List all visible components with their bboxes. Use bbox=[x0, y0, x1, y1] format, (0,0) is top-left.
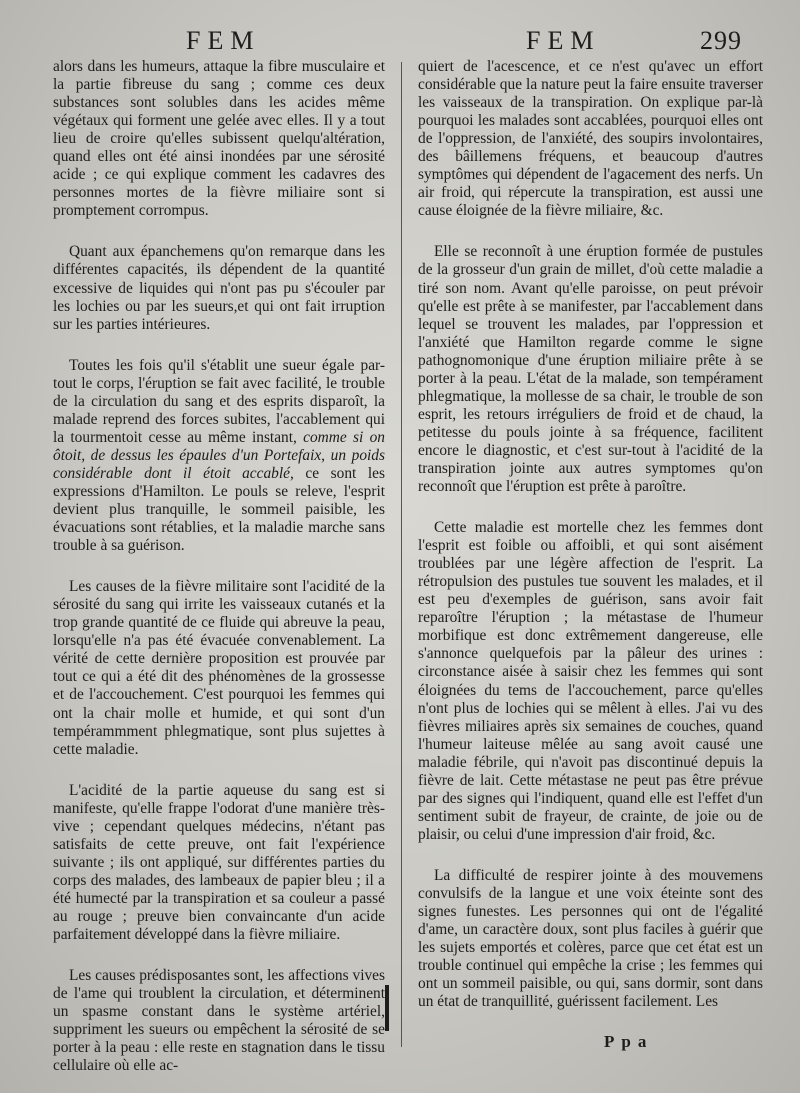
left-column bbox=[53, 58, 385, 1093]
paragraph: Elle se reconnoît à une éruption formée de pustules de la grosseur d'un grain de millet, d'où cette maladie a tiré son nom. Avant qu'elle paroisse, on peut prévoir qu'elle est prête à se manifester, par l'accablement dans lequel se trouvent les malades, par l'oppression et l'anxiété que Hamilton regarde comme le signe pathognomonique d'une éruption miliaire prête à se porter à la peau. L'état de la malade, son tempérament phlegmatique, la mollesse de sa chair, le trouble de son esprit, les retours irréguliers de froid et de chaud, la petitesse du pouls jointe à sa fréquence, facilitent encore le diagnostic, et c'est sur-tout à l'acidité de la transpiration jointe aux autres symptomes qu'on reconnoît que l'éruption est prête à paroître. bbox=[418, 243, 763, 496]
paragraph: Cette maladie est mortelle chez les femmes dont l'esprit est foible ou affoibli, et qui sont aisément troublées par une légère affection de l'esprit. La rétropulsion des pustules tue souvent les malades, et il est peu d'exemples de guérison, sans avoir fait reparoître l'éruption ; la métastase de l'humeur morbifique est donc extrêmement dangereuse, elle s'annonce quelquefois par la pâleur des urines : circonstance aisée à saisir chez les femmes qui sont éloignées du tems de l'accouchement, parce qu'elles n'ont plus de lochies qui se mêlent à elles. J'ai vu des fièvres miliaires après six semaines de couches, quand l'humeur laiteuse mêlée au sang avoit causé une maladie fébrile, qui n'avoit pas discontinué depuis la fièvre de lait. Cette métastase ne peut pas être prévue par des signes qui l'indiquent, quand elle est l'effet d'un sentiment subit de frayeur, de crainte, de joie ou de plaisir, ou celui d'une impression d'air froid, &c. bbox=[418, 519, 763, 843]
margin-mark bbox=[385, 985, 389, 1031]
paragraph: L'acidité de la partie aqueuse du sang est si manifeste, qu'elle frappe l'odorat d'une manière très-vive ; cependant quelques médecins, n'étant pas satisfaits de cette preuve, ont fait l'expérience suivante ; ils ont appliqué, sur différentes parties du corps des malades, des lambeaux de papier bleu ; il a été humecté par la transpiration et sa couleur a passé au rouge ; preuve bien convaincante d'un acide parfaitement développé dans la fièvre miliaire. bbox=[53, 781, 385, 944]
column-divider bbox=[401, 62, 402, 1047]
header-left-title: FEM bbox=[186, 26, 261, 55]
paragraph bbox=[53, 357, 385, 556]
paragraph: Quant aux épanchemens qu'on remarque dans les différentes capacités, ils dépendent de la quantité excessive de liquides qui n'ont pas pu s'écouler par les lochies ou par les sueurs,et qui ont fait irruption sur les parties intérieures. bbox=[53, 243, 385, 333]
paragraph: Les causes de la fièvre militaire sont l'acidité de la sérosité du sang qui irrite les vaisseaux cutanés et la trop grande quantité de ce fluide qui abreuve la peau, lorsqu'elle n'a pas été évacuée convenablement. La vérité de cette dernière proposition est prouvée par tout ce qui a été dit des phénomènes de la grossesse et de l'accouchement. C'est pourquoi les femmes qui ont la chair molle et humide, et qui sont d'un tempérammment phlegmatique, sont plus sujettes à cette maladie. bbox=[53, 578, 385, 758]
paragraph-text: ce sont les expressions d'Hamilton. Le pouls se releve, l'esprit devient plus tranquille, le sommeil paisible, les évacuations sont rétablies, et la maladie marche sans trouble à sa guérison. bbox=[53, 464, 385, 555]
right-column bbox=[418, 58, 763, 1034]
paragraph-text: Toutes les fois qu'il s'établit une sueur égale par-tout le corps, l'éruption se fait avec facilité, le trouble de la circulation du sang et des esprits disparoît, la malade reprend des forces subites, l'accablement qui la tourmentoit cesse au même instant, bbox=[53, 356, 385, 446]
page-number: 299 bbox=[700, 26, 742, 55]
paragraph: quiert de l'acescence, et ce n'est qu'avec un effort considérable que la nature peut la faire ensuite traverser les vaisseaux de la transpiration. On explique par-là pourquoi les malades sont accablées, pourquoi elles ont de l'oppression, de l'anxiété, des soupirs involontaires, des bâillemens fréquens, et beaucoup d'autres symptômes qui dépendent de l'agacement des nerfs. Un air froid, qui répercute la transpiration, est aussi une cause éloignée de la fièvre miliaire, &c. bbox=[418, 58, 763, 220]
paragraph: alors dans les humeurs, attaque la fibre musculaire et la partie fibreuse du sang ; comme ces deux substances sont solubles dans les acides même végétaux qui forment une gelée avec elles. Il y a tout lieu de croire qu'elles subissent quelqu'altération, quand elles ont été ainsi inondées par une sérosité acide ; ce qui explique comment les cadavres des personnes mortes de la fièvre miliaire sont si promptement corrompus. bbox=[53, 58, 385, 220]
signature-mark: Ppa bbox=[604, 1032, 654, 1051]
italic-quotation: comme si on ôtoit, de dessus les épaules d'un Portefaix, un poids considérable dont il étoit accablé, bbox=[53, 428, 385, 482]
paragraph: Les causes prédisposantes sont, les affections vives de l'ame qui troublent la circulation, et déterminent un spasme constant dans le système artériel, suppriment les sueurs ou empêchent la sérosité de se porter à la peau : elle reste en stagnation dans le tissu cellulaire où elle ac- bbox=[53, 967, 385, 1075]
header-right-title: FEM bbox=[526, 26, 601, 55]
running-header bbox=[0, 22, 800, 56]
paragraph: La difficulté de respirer jointe à des mouvemens convulsifs de la langue et une voix éteinte sont des signes funestes. Les personnes qui ont de l'égalité d'ame, un caractère doux, sont plus faciles à guérir que les sujets emportés et colères, parce que cet état est un trouble continuel qui empêche la crise ; les femmes qui ont un sommeil paisible, ou qui, sans dormir, sont dans un état de tranquillité, guérissent facilement. Les bbox=[418, 866, 763, 1011]
